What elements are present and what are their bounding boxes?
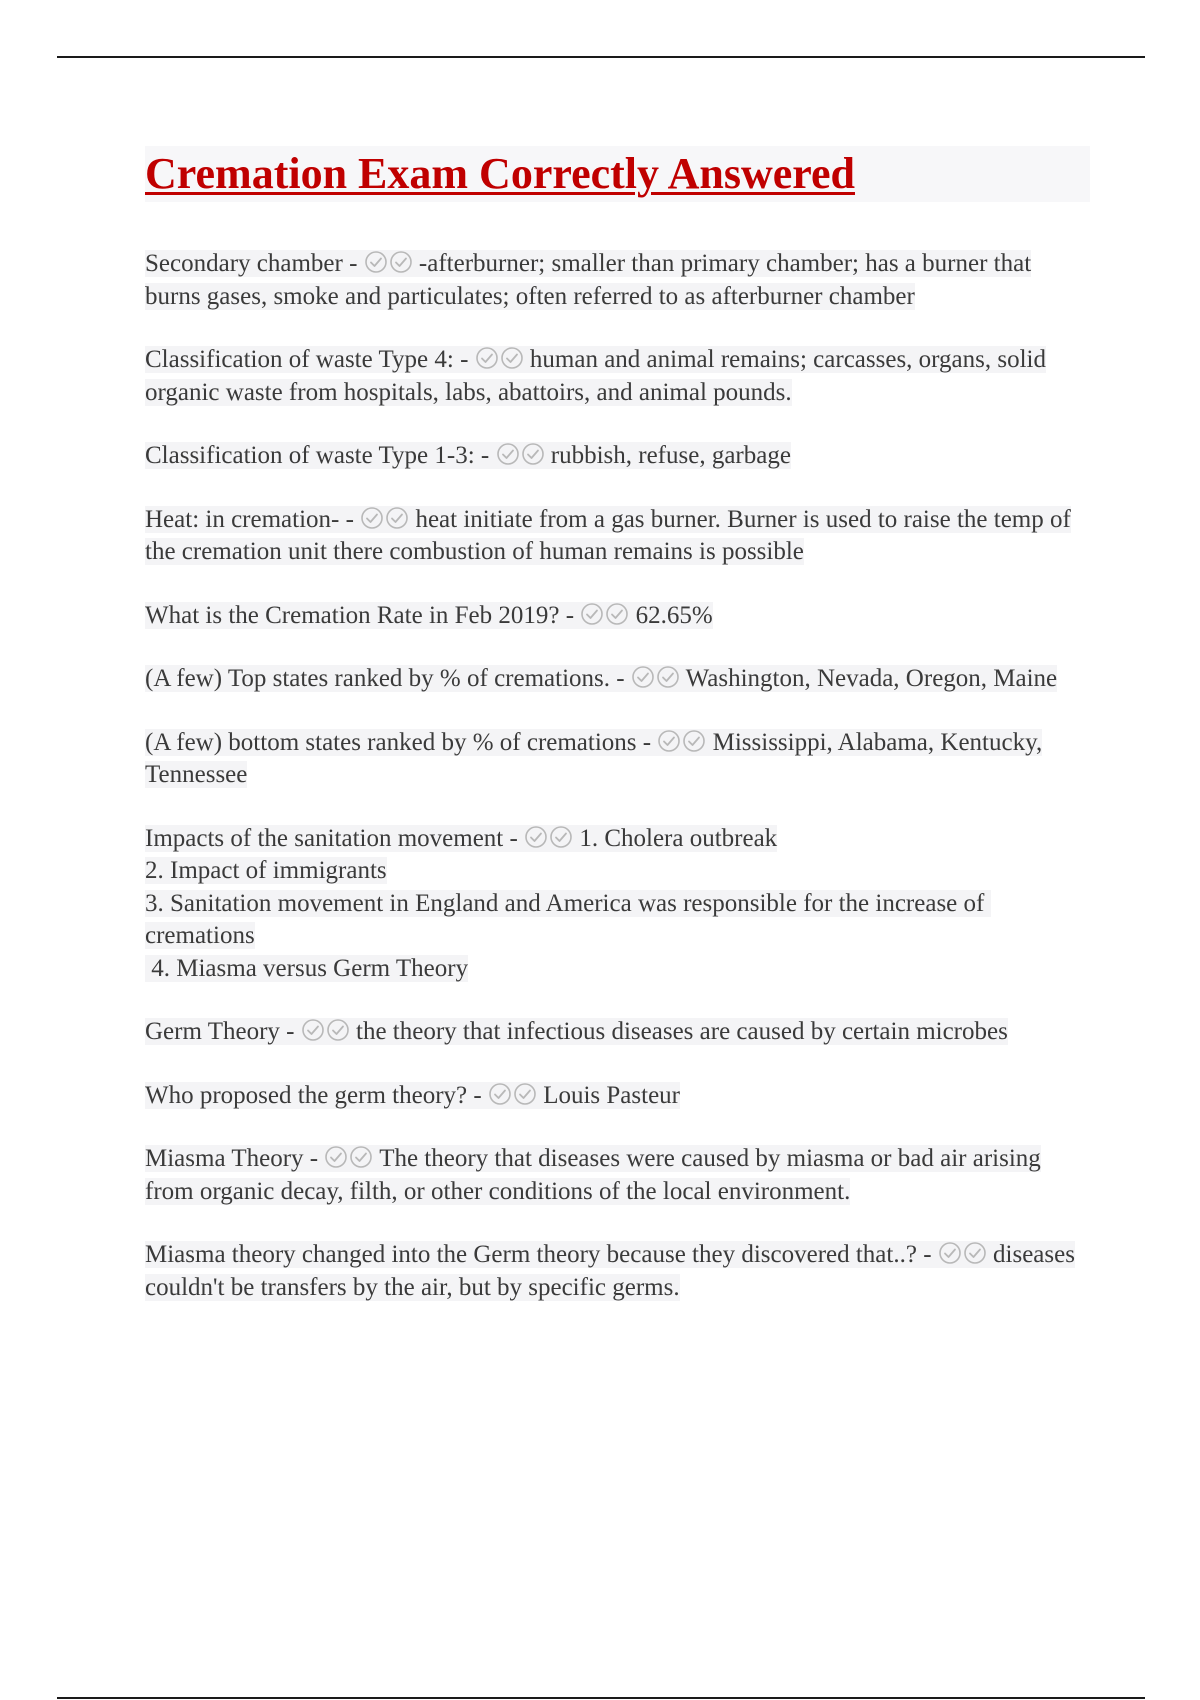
answer-text: human and animal remains; carcasses, organs, solid organic waste from hospitals, labs, abattoirs, and animal pounds. [145,346,1046,406]
qa-item [145,344,1090,409]
top-rule [57,56,1145,58]
separator: - [916,1241,938,1268]
answer-text: Mississippi, Alabama, Kentucky, Tennessee [145,728,1043,788]
question-text: Impacts of the sanitation movement [145,824,504,852]
answer-text: rubbish, refuse, garbage [550,442,791,469]
double-check-icon [488,1082,537,1106]
title-block [145,146,1090,202]
question-text: Who proposed the germ theory? [145,1081,468,1109]
separator: - [339,505,361,533]
separator: - [474,442,496,469]
double-check-icon [657,729,706,753]
question-text: Germ Theory [145,1018,280,1045]
qa-item [145,1080,1090,1113]
bottom-rule [57,1697,1145,1699]
answer-text: the theory that infectious diseases are caused by certain microbes [356,1018,1008,1045]
separator: - [342,250,364,277]
qa-item [145,823,1090,986]
separator: - [279,1018,301,1045]
answer-text: Louis Pasteur [543,1081,680,1109]
qa-item [145,1016,1090,1049]
separator: - [636,728,658,756]
page-title: Cremation Exam Correctly Answered [145,149,855,198]
double-check-icon [580,602,629,626]
question-text: Classification of waste Type 1-3: [145,442,475,469]
qa-item [145,504,1090,569]
question-text: (A few) bottom states ranked by % of cremations [145,728,637,756]
question-text: What is the Cremation Rate in Feb 2019? [145,601,560,629]
answer-text: diseases couldn't be transfers by the air, but by specific germs. [145,1241,1075,1301]
qa-item [145,663,1090,696]
answer-text: heat initiate from a gas burner. Burner is used to raise the temp of the cremation unit there combustion of human remains is possible [145,505,1071,565]
double-check-icon [364,250,413,274]
double-check-icon [496,442,545,466]
answer-text: 1. Cholera outbreak [579,824,778,852]
question-text: Secondary chamber [145,250,343,277]
qa-item [145,600,1090,633]
separator: - [559,601,581,629]
answer-text: 62.65% [635,601,713,629]
answer-line: 3. Sanitation movement in England and America was responsible for the increase of cremations [145,889,991,949]
question-text: (A few) Top states ranked by % of cremations. [145,665,611,692]
double-check-icon [360,506,409,530]
qa-item [145,727,1090,792]
qa-item [145,248,1090,313]
qa-item [145,1143,1090,1208]
qa-item [145,1239,1090,1304]
double-check-icon [324,1145,373,1169]
answer-text: Washington, Nevada, Oregon, Maine [685,665,1058,692]
double-check-icon [631,665,680,689]
qa-item [145,440,1090,473]
question-text: Miasma theory changed into the Germ theory because they discovered that..? [145,1241,917,1268]
answer-line: 4. Miasma versus Germ Theory [145,954,469,982]
separator: - [467,1081,488,1109]
separator: - [610,665,631,692]
double-check-icon [524,825,573,849]
separator: - [303,1145,325,1172]
question-text: Heat: in cremation- [145,505,340,533]
question-text: Classification of waste Type 4: [145,346,454,373]
double-check-icon [301,1018,350,1042]
separator: - [503,824,525,852]
double-check-icon [475,346,524,370]
question-text: Miasma Theory [145,1145,304,1172]
answer-text: The theory that diseases were caused by miasma or bad air arising from organic decay, filth, or other conditions of the local environment. [145,1145,1041,1205]
answer-text: -afterburner; smaller than primary chamber; has a burner that burns gases, smoke and particulates; often referred to as afterburner chamber [145,250,1032,310]
double-check-icon [938,1241,987,1265]
answer-line: 2. Impact of immigrants [145,857,387,884]
separator: - [453,346,475,373]
document-body [145,146,1090,1335]
qa-list [145,248,1090,1304]
